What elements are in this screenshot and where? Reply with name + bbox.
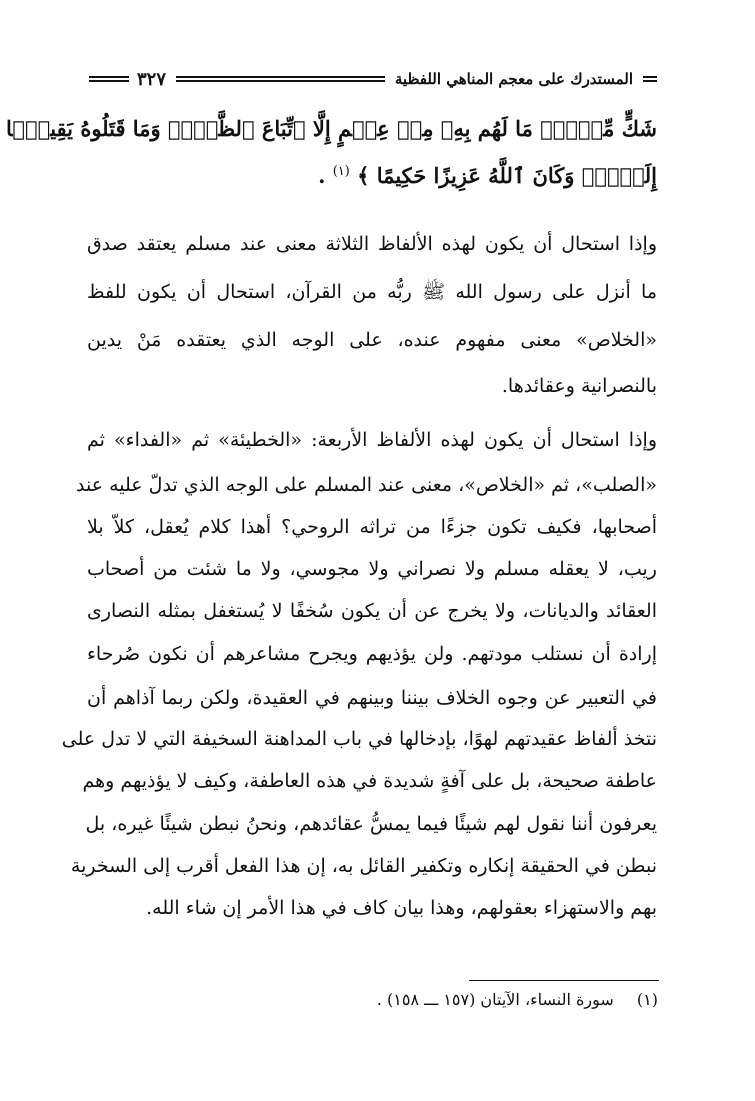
paragraph-2-line: نتخذ ألفاظ عقيدتهم لهوًا، بإدخالها في باب المداهنة السخيفة التي لا تدل على: [62, 728, 658, 750]
quran-verse-line-1: [7, 116, 658, 141]
footnote-separator: [470, 980, 660, 981]
paragraph-2-line: ريب، لا يعقله مسلم ولا نصراني ولا مجوسي، ولا ما شئت من أصحاب: [88, 558, 658, 580]
paragraph-2-line: أصحابها، فكيف تكون جزءًا من تراثه الروحي؟ أهذا كلام يُعقل، كلاّ بلا: [88, 516, 658, 538]
paragraph-1-line: وإذا استحال أن يكون لهذه الألفاظ الثلاثة معنى عند مسلم يعتقد صدق: [88, 233, 658, 255]
verse-end-period: .: [319, 163, 327, 188]
footnote-text: سورة النساء، الآيتان (١٥٧ ـــ ١٥٨) .: [377, 990, 615, 1009]
verse-text: إِلَيۡهِۚ وَكَانَ ٱللَّهُ عَزِيزًا حَكِيمًا ﴾: [358, 163, 658, 188]
page-header: [90, 64, 658, 94]
running-title: المستدرك على معجم المناهي اللفظية: [395, 70, 634, 88]
paragraph-2-line: العقائد والديانات، ولا يخرج عن أن يكون سُخفًا لا يُستغفل بمثله النصارى: [88, 600, 658, 622]
paragraph-2-line: في التعبير عن وجوه الخلاف بيننا وبينهم في العقيدة، ولكن ربما آذاهم أن: [88, 687, 658, 709]
paragraph-1-line: بالنصرانية وعقائدها.: [502, 375, 658, 397]
header-rule-middle: [177, 76, 386, 82]
paragraph-1-line: «الخلاص» معنى مفهوم عنده، على الوجه الذي يعتقده مَنْ يدين: [88, 329, 658, 351]
paragraph-2-line: بهم والاستهزاء بعقولهم، وهذا بيان كاف في هذا الأمر إن شاء الله.: [147, 897, 658, 919]
page-number: ٣٢٧: [138, 68, 168, 90]
paragraph-1-line: ما أنزل على رسول الله ﷺ ربُّه من القرآن، استحال أن يكون للفظ: [88, 281, 658, 303]
footnote-reference: (١): [333, 164, 351, 179]
quran-verse-line-2: [90, 163, 658, 188]
header-rule-right: [644, 76, 658, 82]
paragraph-2-line: يعرفون أننا نقول لهم شيئًا فيما يمسُّ عقائدهم، ونحنُ نبطن شيئًا غيره، بل: [86, 813, 658, 835]
header-rule-left: [90, 76, 130, 82]
verse-text: شَكٍّ مِّنۡهُۚ مَا لَهُم بِهِۦ مِنۡ عِلۡمٍ إِلَّا ٱتِّبَاعَ ٱلظَّنِّۚ وَمَا قَتَلُوهُ يَقِينَۢا: [7, 116, 658, 141]
paragraph-2-line: وإذا استحال أن يكون لهذه الألفاظ الأربعة: «الخطيئة» ثم «الفداء» ثم: [88, 429, 658, 451]
footnote-number: (١): [637, 990, 659, 1009]
paragraph-2-line: عاطفة صحيحة، بل على آفةٍ شديدة في هذه العاطفة، وكيف لا يؤذيهم وهم: [83, 770, 658, 792]
footnote: [378, 990, 659, 1009]
paragraph-2-line: «الصلب»، ثم «الخلاص»، معنى عند المسلم على الوجه الذي تدلّ عليه عند: [76, 474, 658, 496]
paragraph-2-line: نبطن في الحقيقة إنكاره وتكفير القائل به، إن هذا الفعل أقرب إلى السخرية: [71, 855, 658, 877]
paragraph-2-line: إرادة أن نستلب مودتهم. ولن يؤذيهم ويجرح مشاعرهم أن نكون صُرحاء: [88, 643, 658, 665]
